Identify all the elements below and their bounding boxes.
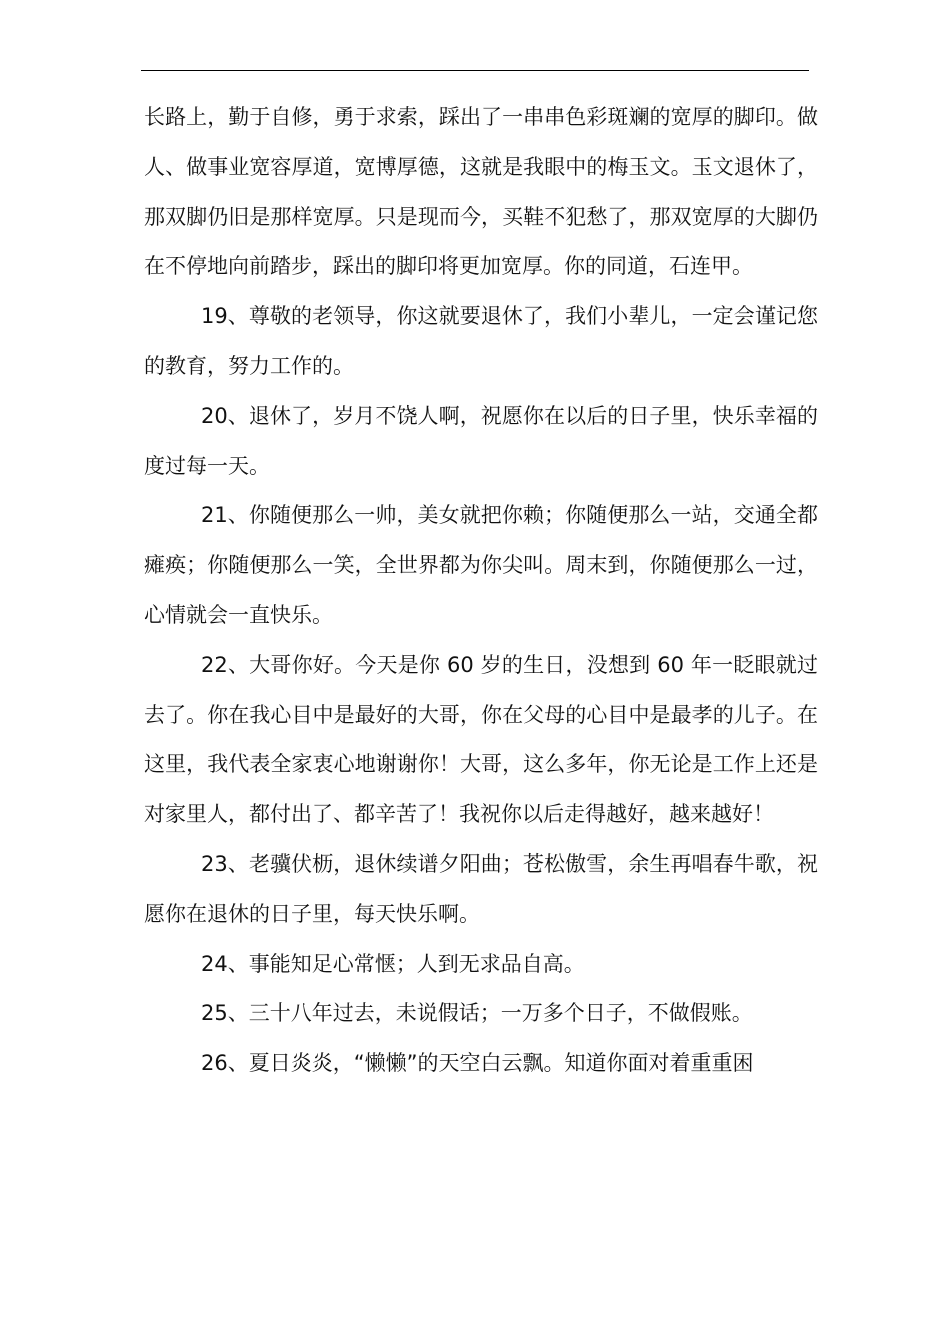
paragraph-item-24: 24、事能知足心常惬；人到无求品自高。	[201, 951, 585, 976]
document-body	[144, 93, 818, 1089]
paragraph-item-25: 25、三十八年过去，未说假话；一万多个日子，不做假账。	[201, 1001, 753, 1026]
paragraph-item-22: 22、大哥你好。今天是你 60 岁的生日，没想到 60 年一眨眼就过去了。你在我心目中是最好的大哥，你在父母的心目中是最孝的儿子。在这里，我代表全家衷心地谢谢你！大哥，这么多年，你无论是工作上还是对家里人，都付出了、都辛苦了！我祝你以后走得越好，越来越好！	[144, 652, 818, 827]
paragraph-item-20: 20、退休了，岁月不饶人啊，祝愿你在以后的日子里，快乐幸福的度过每一天。	[144, 403, 818, 478]
paragraph-item-21: 21、你随便那么一帅，美女就把你赖；你随便那么一站，交通全都瘫痪；你随便那么一笑，全世界都为你尖叫。周末到，你随便那么一过，心情就会一直快乐。	[144, 503, 818, 627]
header-rule	[141, 70, 809, 71]
paragraph-item-19: 19、尊敬的老领导，你这就要退休了，我们小辈儿，一定会谨记您的教育，努力工作的。	[144, 304, 818, 378]
paragraph-item-23: 23、老骥伏枥，退休续谱夕阳曲；苍松傲雪，余生再唱春牛歌，祝愿你在退休的日子里，每天快乐啊。	[144, 851, 818, 926]
paragraph-item-26: 26、夏日炎炎，“懒懒”的天空白云飘。知道你面对着重重困	[201, 1051, 754, 1076]
paragraph-continuation: 长路上，勤于自修，勇于求索，踩出了一串串色彩斑斓的宽厚的脚印。做人、做事业宽容厚道，宽博厚德，这就是我眼中的梅玉文。玉文退休了，那双脚仍旧是那样宽厚。只是现而今，买鞋不犯愁了，那双宽厚的大脚仍在不停地向前踏步，踩出的脚印将更加宽厚。你的同道，石连甲。	[144, 105, 818, 279]
